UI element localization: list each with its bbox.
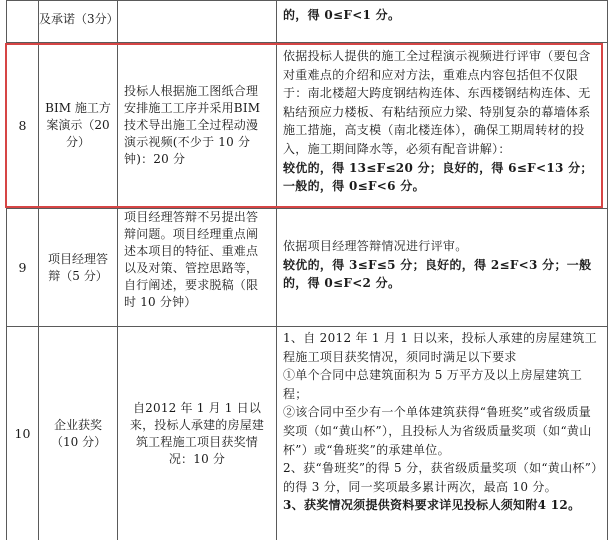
rule-line: 1、自 2012 年 1 月 1 日以来，投标人承建的房屋建筑工程施工项目获奖情况，须同时满足以下要求 [283,331,597,364]
criteria-cell [118,327,277,540]
rule-line: 的，得 0≤F<1 分。 [283,8,401,22]
criteria-text: 自2012 年 1 月 1 日以来，投标人承建的房屋建筑工程施工项目获奖情况：10 分 [129,400,265,466]
rule-scoring: 较优的，得 13≤F≤20 分；良好的，得 6≤F<13 分；一般的，得 0≤F<6 分。 [283,160,593,194]
rule-cell [277,209,608,326]
rule-line: 2、获“鲁班奖”的得 5 分，获省级质量奖项（如“黄山杯”）的得 3 分，同一奖项最多累计两次，最高 10 分。 [283,461,598,494]
row-number: 9 [18,260,27,275]
item-name: BIM 施工方案演示（20 分） [45,101,111,149]
row-number-cell [6,43,39,208]
table-row [6,43,608,209]
item-name: 项目经理答辩（5 分） [47,251,108,283]
row-number-cell [6,209,39,326]
rule-scoring: 较优的，得 3≤F≤5 分；良好的，得 2≤F<3 分；一般的，得 0≤F<2 分。 [283,257,592,291]
row-number: 10 [14,426,31,441]
scoring-table [6,0,608,540]
table-row [6,327,608,540]
rule-text: 依据投标人提供的施工全过程演示视频进行评审（要包含对重难点的介绍和应对方法，重难点内容包括但不仅限于：南北楼超大跨度钢结构连体、东西楼钢结构连体、无粘结预应力楼板、有粘结预应力梁、特别复杂的幕墙体系施工措施，高支模（南北楼连体），确保工期周转材的投入，施工期间降水等，必须有配音讲解）： [283,49,591,156]
rule-line: ②该合同中至少有一个单体建筑获得“鲁班奖”或省级质量奖项（如“黄山杯”），且投标人为省级质量奖项（如“黄山杯”）或“鲁班奖”的承建单位。 [283,405,592,457]
criteria-cell [118,0,277,42]
rule-line: ①单个合同中总建筑面积为 5 万平方及以上房屋建筑工程； [283,368,583,401]
row-number: 8 [18,118,27,133]
item-cell [39,0,118,42]
rule-cell [277,0,608,42]
rule-cell [277,327,608,540]
table-row [6,209,608,327]
rule-cell [277,43,608,208]
item-cell [39,209,118,326]
criteria-cell [118,209,277,326]
item-cell [39,43,118,208]
item-name: 及承诺（3分） [39,12,119,26]
row-number-cell [6,327,39,540]
row-number-cell [6,0,39,42]
criteria-cell [118,43,277,208]
criteria-text: 项目经理答辩不另提出答辩问题。项目经理重点阐述本项目的特征、重难点以及对策、管控思路等，自行阐述，要求脱稿（限时 10 分钟） [124,210,259,309]
table-row [6,0,608,43]
rule-line: 3、获奖情况须提供资料要求详见投标人须知附4 12。 [283,498,581,513]
item-cell [39,327,118,540]
criteria-text: 投标人根据施工图纸合理安排施工工序并采用BIM 技术导出施工全过程动漫演示视频(不少于 10 分钟)：20 分 [124,84,261,166]
rule-text: 依据项目经理答辩情况进行评审。 [283,239,468,253]
item-name: 企业获奖（10 分） [51,417,107,449]
